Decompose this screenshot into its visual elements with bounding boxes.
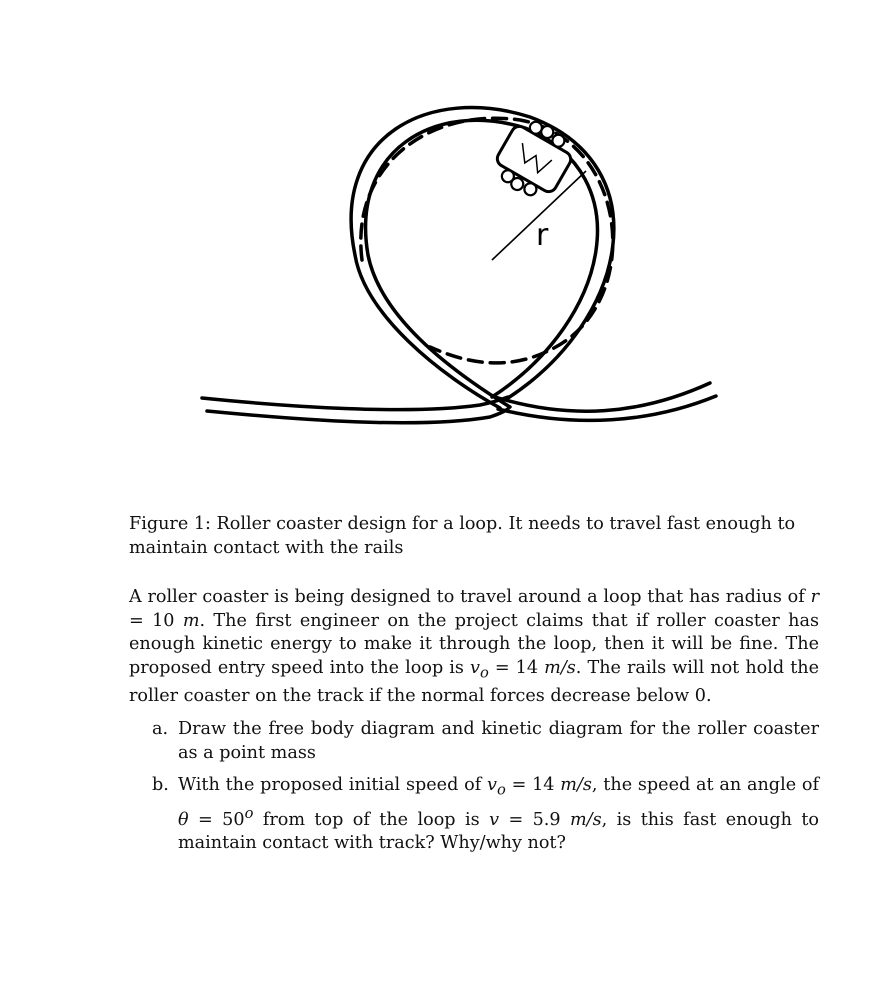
problem-statement: A roller coaster is being designed to travel around a loop that has radius of r = 10 m. The first engineer on the project claims that if roller coaster has enough kinetic energy to make it through the loop, then it will be fine. The proposed entry speed into the loop is $v_o = 14$ m/s. The rails will not hold the roller coaster on the track if the normal forces decrease below 0.	[129, 587, 820, 706]
question-a-label: a.	[152, 719, 169, 739]
exit-rail-bottom	[498, 396, 716, 420]
figure-caption: Figure 1: Roller coaster design for a loop. It needs to travel fast enough to maintain contact with the rails	[129, 514, 796, 558]
question-a-text: Draw the free body diagram and kinetic diagram for the roller coaster as a point mass	[178, 719, 819, 763]
entry-rail-top	[202, 397, 508, 410]
radius-label: r	[536, 218, 549, 253]
question-list	[129, 718, 819, 865]
question-a	[129, 718, 819, 765]
coaster-car	[487, 111, 580, 206]
loop-dashed-centerline	[361, 118, 613, 363]
exit-rail-top	[495, 383, 710, 411]
question-b: b. With the proposed initial speed of $v_o = 14$ m/s, the speed at an angle of $\theta = 50^o$ from top of the loop is v = 5.9 m/s, is this fast enough to maintain contact with track? Why/why not?	[152, 775, 820, 854]
roller-coaster-figure	[190, 95, 730, 440]
entry-rail-bottom	[207, 409, 508, 423]
question-b-label: b.	[152, 775, 169, 795]
